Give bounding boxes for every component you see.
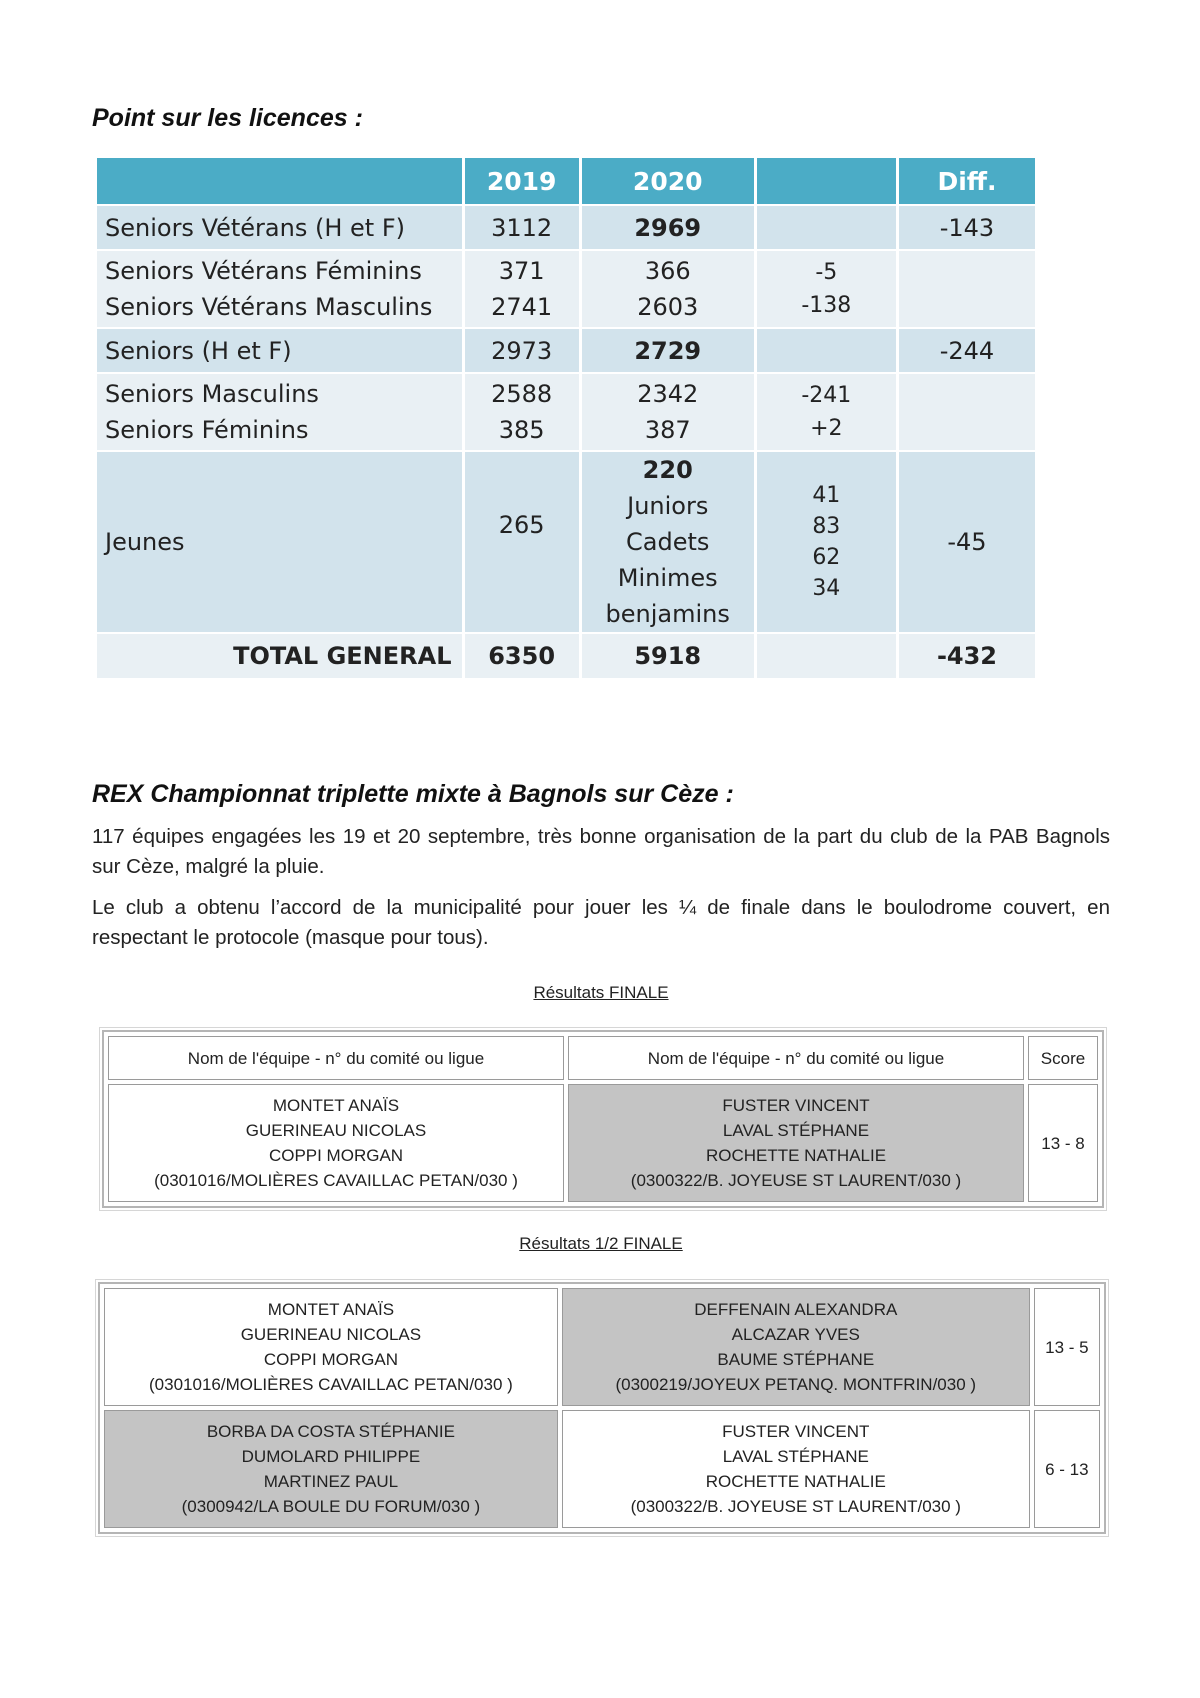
demi-match2-team-b [562,1410,1030,1528]
value-2019: 3112 [465,206,579,249]
player-name: ROCHETTE NATHALIE [705,1146,887,1165]
value-delta-group [757,452,896,632]
header-empty [97,158,462,204]
player-name: MONTET ANAÏS [267,1300,395,1319]
finale-table [102,1030,1104,1208]
club-code: (0300322/B. JOYEUSE ST LAURENT/030 ) [630,1171,962,1190]
row-label: Seniors Masculins [105,380,319,408]
licences-header-row [97,158,1035,204]
row-seniors-split [97,374,1035,450]
demi-match2-score: 6 - 13 [1034,1410,1100,1528]
value-2020-group [582,374,754,450]
value-2019-group [465,251,579,327]
finale-header-team-a: Nom de l'équipe - n° du comité ou ligue [108,1036,564,1080]
licences-heading: Point sur les licences : [92,104,363,132]
player-name: MONTET ANAÏS [272,1096,400,1115]
player-name: BAUME STÉPHANE [717,1350,875,1369]
value-2019: 2741 [491,293,553,321]
player-name: FUSTER VINCENT [722,1096,870,1115]
rex-heading: REX Championnat triplette mixte à Bagnols sur Cèze : [92,780,734,808]
club-code: (0300322/B. JOYEUSE ST LAURENT/030 ) [630,1497,961,1516]
finale-header-team-b: Nom de l'équipe - n° du comité ou ligue [568,1036,1024,1080]
row-veterans-split [97,251,1035,327]
player-name: ALCAZAR YVES [731,1325,860,1344]
row-label: Seniors Féminins [105,416,309,444]
club-code: (0301016/MOLIÈRES CAVAILLAC PETAN/030 ) [149,1375,513,1394]
value-2020: 5918 [582,634,754,678]
player-name: BORBA DA COSTA STÉPHANIE [206,1422,455,1441]
player-name: GUERINEAU NICOLAS [245,1121,427,1140]
player-name: LAVAL STÉPHANE [722,1447,869,1466]
category-label: Minimes [617,564,718,592]
demi-match1-team-a [104,1288,558,1406]
value-2019: 6350 [465,634,579,678]
header-diff: Diff. [899,158,1035,204]
demi-match1-score: 13 - 5 [1034,1288,1100,1406]
rex-paragraph-2: Le club a obtenu l’accord de la municipalité pour jouer les ¼ de finale dans le boulodrome couvert, en respectant le protocole (masque pour tous). [92,896,1110,949]
club-code: (0300942/LA BOULE DU FORUM/030 ) [181,1497,481,1516]
value-2020: 2969 [582,206,754,249]
row-label-group [97,251,462,327]
demi-title: Résultats 1/2 FINALE [519,1234,683,1253]
category-label: benjamins [605,600,730,628]
value-delta: 41 [812,483,841,508]
finale-score: 13 - 8 [1028,1084,1098,1202]
value-delta: +2 [810,416,843,441]
value-2019: 371 [498,257,545,285]
value-2020-group [582,452,754,632]
demi-finale-table [98,1282,1106,1534]
row-label: Jeunes [97,452,462,632]
row-label: Seniors Vétérans Masculins [105,293,433,321]
finale-header-score: Score [1028,1036,1098,1080]
demi-match1-team-b [562,1288,1030,1406]
finale-team-b [568,1084,1024,1202]
row-jeunes [97,452,1035,632]
value-diff: -244 [899,329,1035,372]
value-delta: -5 [815,260,838,285]
value-2020: 2729 [582,329,754,372]
value-2020: 2603 [637,293,699,321]
player-name: FUSTER VINCENT [722,1422,870,1441]
player-name: ROCHETTE NATHALIE [705,1472,886,1491]
value-diff: -143 [899,206,1035,249]
value-2020: 2342 [637,380,699,408]
header-2020: 2020 [582,158,754,204]
row-label: Seniors Vétérans (H et F) [97,206,462,249]
club-code: (0300219/JOYEUX PETANQ. MONTFRIN/030 ) [615,1375,977,1394]
value-delta: 34 [812,576,841,601]
player-name: GUERINEAU NICOLAS [240,1325,422,1344]
row-seniors [97,329,1035,372]
player-name: COPPI MORGAN [263,1350,398,1369]
category-label: Cadets [626,528,710,556]
value-delta-group [757,374,896,450]
value-delta: 62 [812,545,841,570]
value-delta: -241 [801,383,852,408]
value-2019: 2588 [491,380,553,408]
header-2019: 2019 [465,158,579,204]
value-diff [899,374,1035,450]
header-delta [757,158,896,204]
row-label: Seniors Vétérans Féminins [105,257,422,285]
demi-match2-team-a [104,1410,558,1528]
value-delta: -138 [801,293,852,318]
row-seniors-veterans [97,206,1035,249]
club-code: (0301016/MOLIÈRES CAVAILLAC PETAN/030 ) [154,1171,518,1190]
player-name: DUMOLARD PHILIPPE [241,1447,421,1466]
value-2019: 265 [465,452,579,632]
value-2019-group [465,374,579,450]
value-2019: 2973 [465,329,579,372]
row-label: Seniors (H et F) [97,329,462,372]
value-diff [899,251,1035,327]
finale-title: Résultats FINALE [533,983,669,1002]
value-2020: 366 [644,257,691,285]
player-name: LAVAL STÉPHANE [722,1121,870,1140]
value-2019: 385 [498,416,545,444]
value-delta: 83 [812,514,841,539]
value-2020: 387 [644,416,691,444]
value-delta [757,206,896,249]
row-label-group [97,374,462,450]
value-delta-group [757,251,896,327]
value-delta [757,329,896,372]
player-name: DEFFENAIN ALEXANDRA [694,1300,898,1319]
value-2020: 220 [642,456,693,484]
value-diff: -45 [899,452,1035,632]
rex-paragraph-1: 117 équipes engagées les 19 et 20 septembre, très bonne organisation de la part du club de la PAB Bagnols sur Cèze, malgré la pluie. [92,825,1110,878]
row-total [97,634,1035,678]
player-name: MARTINEZ PAUL [263,1472,399,1491]
value-2020-group [582,251,754,327]
finale-team-a [108,1084,564,1202]
player-name: COPPI MORGAN [268,1146,404,1165]
row-label: TOTAL GENERAL [97,634,462,678]
value-diff: -432 [899,634,1035,678]
category-label: Juniors [627,492,709,520]
value-delta [757,634,896,678]
licences-table [94,156,1038,680]
